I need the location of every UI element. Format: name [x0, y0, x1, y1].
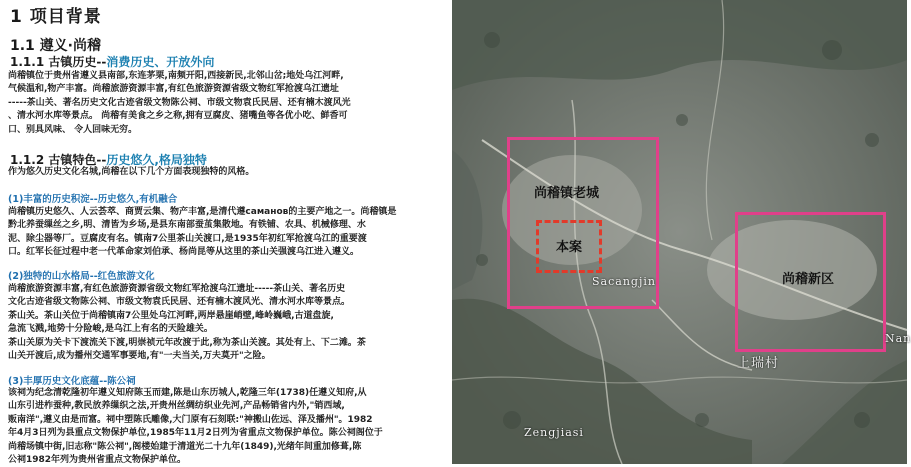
paragraph-line: 公祠1982年列为贵州省重点文物保护单位。: [8, 455, 187, 466]
subsection-3-paragraph: [8, 387, 442, 467]
features-heading-highlight: 历史悠久,格局独特: [106, 153, 207, 167]
map-place-label: Sacangjin: [592, 275, 656, 288]
new-district-label: 尚稽新区: [782, 272, 835, 287]
paragraph-line: -----茶山关、著名历史文化古迹省级文物陈公祠、市级文物袁氏民居、还有楠木渡风光: [8, 97, 351, 108]
paragraph-line: 气候温和,物产丰富。尚稽旅游资源丰富,有红色旅游资源省级文物红军抢渡乌江遗址: [8, 84, 339, 95]
paragraph-line: 尚稽镇历史悠久、人云荟萃、商贾云集、物产丰富,是清代遵саманов的主要产地之一。尚稽镇是: [8, 207, 397, 217]
subsection-2-title: (2)独特的山水格局--红色旅游文化: [8, 271, 155, 282]
paragraph-line: 黔北养蚕缫丝之乡,明、清皆为乡场,是县东南部蚕茧集散地。有铁铺、农具、机械修理、水: [8, 220, 366, 231]
section-heading: 1 项目背景: [10, 7, 102, 27]
paragraph-line: 山关开渡后,成为播州交通军事要地,有"一夫当关,万夫莫开"之险。: [8, 351, 271, 362]
paragraph-line: 泥、除尘器等厂。豆腐皮有名。镇南7公里茶山关渡口,是1935年初红军抢渡乌江的重要渡: [8, 233, 367, 244]
history-paragraph: [8, 70, 442, 137]
subsection-heading: 1.1 遵义·尚稽: [10, 38, 101, 54]
paragraph-line: 尚稽旅游资源丰富,有红色旅游资源省级文物红军抢渡乌江遗址-----茶山关、著名历史: [8, 284, 346, 294]
subsection-3-title: (3)丰厚历史文化底蕴--陈公祠: [8, 376, 136, 387]
paragraph-line: 急流飞溅,地势十分险峻,是乌江上有名的天险雄关。: [8, 324, 213, 335]
paragraph-line: 口。红军长征过程中老一代革命家刘伯承、杨尚昆等从这里的茶山关强渡乌江进入遵义。: [8, 247, 360, 258]
project-site-label: 本案: [556, 240, 583, 255]
satellite-map: [452, 0, 911, 464]
subsection-1-title: (1)丰富的历史积淀--历史悠久,有机融合: [8, 194, 178, 205]
features-intro: [8, 166, 442, 179]
history-heading: [10, 53, 214, 70]
text-panel: [0, 0, 452, 464]
paragraph-line: 年4月3日列为县重点文物保护单位,1985年11月2日列为省重点文物保护单位。陈公祠阁位于: [8, 428, 383, 439]
paragraph-line: 、清水河水库等景点。 尚稽有美食之乡之称,拥有豆腐皮、猪嘴鱼等各优小吃、鲜香可: [8, 111, 348, 122]
map-place-label: Nan: [885, 332, 911, 345]
features-heading-num: 1.1.2 古镇特色--: [10, 153, 107, 167]
paragraph-line: 茶山关原为关卡下渡流关下渡,明崇祯元年改渡于此,称为茶山关渡。其处有上、下二滩。茶: [8, 337, 366, 348]
paragraph-line: 作为悠久历史文化名城,尚稽在以下几个方面表现独特的风格。: [8, 167, 255, 177]
paragraph-line: 该祠为纪念清乾隆初年遵义知府陈玉而建,陈是山东历城人,乾隆三年(1738)任遵义知府,从: [8, 388, 367, 398]
map-place-label: Zengjiasi: [524, 426, 584, 439]
paragraph-line: 口、别具风味、 令人回味无穷。: [8, 124, 138, 135]
old-town-label: 尚稽镇老城: [534, 186, 600, 201]
paragraph-line: 尚稽镇位于贵州省遵义县南部,东连茅栗,南频开阳,西接新民,北邻山岔;地处乌江河畔,: [8, 71, 344, 81]
history-heading-highlight: 消费历史、开放外向: [106, 55, 215, 69]
paragraph-line: 贩南洋",遵义由是而富。祠中塑陈氏雕像,大门原有石刻联:"神搬山佐远、泽及播州"。1982: [8, 414, 373, 425]
paragraph-line: 茶山关。茶山关位于尚稽镇南7公里处乌江河畔,两岸悬崖峭壁,峰岭巍峨,古道盘旋,: [8, 310, 334, 321]
paragraph-line: 文化古迹省级文物陈公祠、市级文物袁氏民居、还有楠木渡风光、清水河水库等景点。: [8, 297, 351, 308]
subsection-1-paragraph: [8, 206, 442, 260]
history-heading-num: 1.1.1 古镇历史--: [10, 55, 107, 69]
paragraph-line: 山东引进柞蚕种,教民放养缫织之法,开贵州丝绸纺织业先河,产品畅销省内外,"销西域,: [8, 401, 345, 412]
subsection-2-paragraph: [8, 283, 442, 363]
paragraph-line: 尚稽场镇中街,旧志称"陈公祠",阁楼始建于清道光二十九年(1849),光绪年间重加修葺,陈: [8, 441, 362, 452]
map-place-label: 上瑞村: [737, 356, 780, 371]
